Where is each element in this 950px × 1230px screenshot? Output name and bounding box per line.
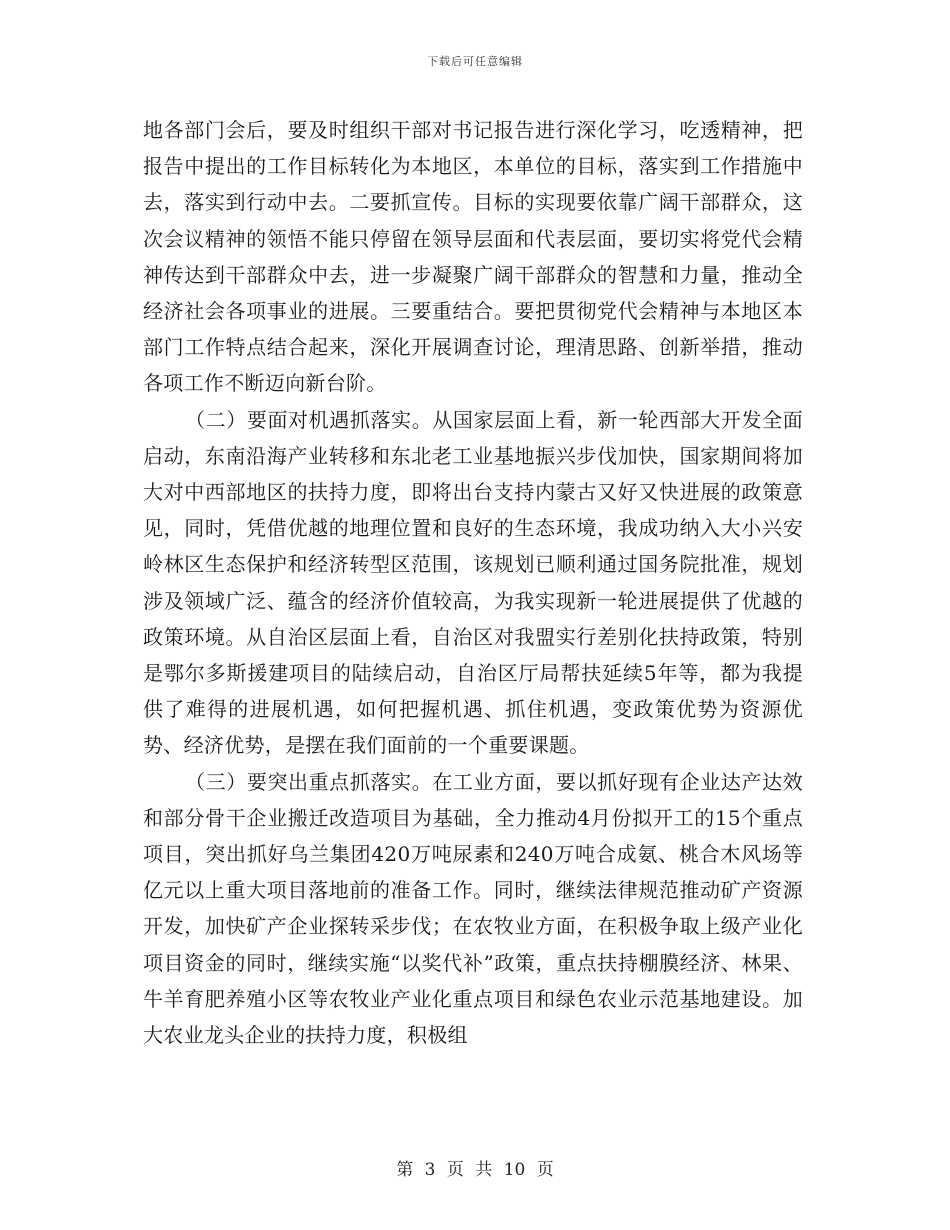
page-number: 第 3 页 共 10 页 xyxy=(396,1160,554,1180)
paragraph-continuation: 地各部门会后，要及时组织干部对书记报告进行深化学习，吃透精神，把报告中提出的工作目标转化为本地区，本单位的目标，落实到工作措施中去，落实到行动中去。二要抓宣传。目标的实现要依靠广阔干部群众，这次会议精神的领悟不能只停留在领导层面和代表层面，要切实将党代会精神传达到干部群众中去，进一步凝聚广阔干部群众的智慧和力量，推动全经济社会各项事业的进展。三要重结合。要把贯彻党代会精神与本地区本部门工作特点结合起来，深化开展调查讨论，理清思路、创新举措，推动各项工作不断迈向新台阶。 xyxy=(143,118,803,396)
page-header-note: 下载后可任意编辑 xyxy=(427,55,523,68)
paragraph-section-three: （三）要突出重点抓落实。在工业方面，要以抓好现有企业达产达效和部分骨干企业搬迁改造项目为基础，全力推动4月份拟开工的15个重点项目，突出抓好乌兰集团420万吨尿素和240万吨合成氨、桃合木风场等亿元以上重大项目落地前的准备工作。同时，继续法律规范推动矿产资源开发，加快矿产企业探转采步伐；在农牧业方面，在积极争取上级产业化项目资金的同时，继续实施“以奖代补”政策，重点扶持棚膜经济、林果、牛羊育肥养殖小区等农牧业产业化重点项目和绿色农业示范基地建设。加大农业龙头企业的扶持力度，积极组 xyxy=(143,769,803,1048)
paragraph-section-two: （二）要面对机遇抓落实。从国家层面上看，新一轮西部大开发全面启动，东南沿海产业转移和东北老工业基地振兴步伐加快，国家期间将加大对中西部地区的扶持力度，即将出台支持内蒙古又好又快进展的政策意见，同时，凭借优越的地理位置和良好的生态环境，我成功纳入大小兴安岭林区生态保护和经济转型区范围，该规划已顺利通过国务院批准，规划涉及领域广泛、蕴含的经济价值较高，为我实现新一轮进展提供了优越的政策环境。从自治区层面上看，自治区对我盟实行差别化扶持政策，特别是鄂尔多斯援建项目的陆续启动，自治区厅局帮扶延续5年等，都为我提供了难得的进展机遇，如何把握机遇、抓住机遇，变政策优势为资源优势、经济优势，是摆在我们面前的一个重要课题。 xyxy=(143,407,803,758)
document-body xyxy=(143,112,803,1053)
